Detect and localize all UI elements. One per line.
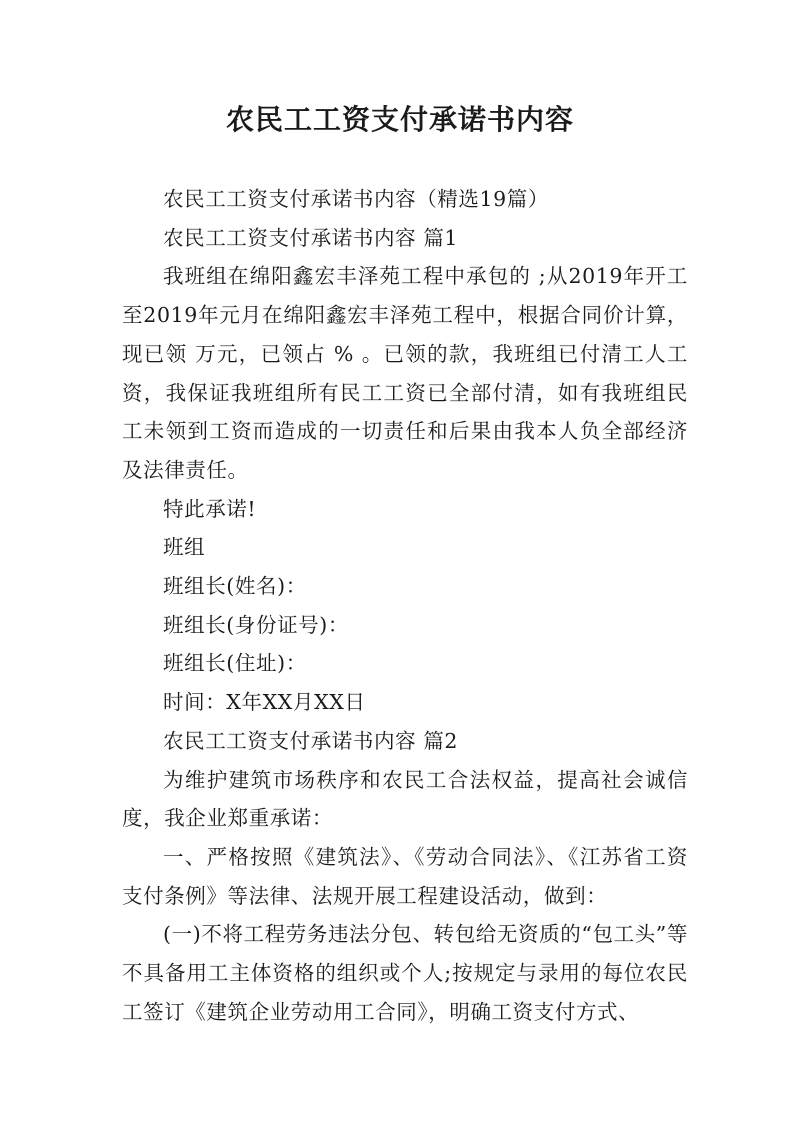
paragraph-leader-name: 班组长(姓名)： [163, 574, 307, 599]
paragraph-date: 时间：X年XX月XX日 [163, 690, 366, 715]
document-title: 农民工工资支付承诺书内容 [225, 103, 574, 136]
paragraph-leader-id: 班组长(身份证号)： [163, 612, 349, 637]
document-body [122, 180, 688, 1031]
paragraph-section-1-heading: 农民工工资支付承诺书内容 篇1 [163, 225, 459, 250]
paragraph-section-2-subitem-1: (一)不将工程劳务违法分包、转包给无资质的“包工头”等不具备用工主体资格的组织或个人;按规定与录用的每位农民工签订《建筑企业劳动用工合同》，明确工资支付方式、 [122, 922, 688, 1024]
paragraph-pledge: 特此承诺! [163, 496, 257, 521]
paragraph-section-1-body: 我班组在绵阳鑫宏丰泽苑工程中承包的 ;从2019年开工至2019年元月在绵阳鑫宏丰泽苑工程中，根据合同价计算，现已领 万元，已领占 % 。已领的款，我班组已付清工人工资，我保证我班组所有民工工资已全部付清，如有我班组民工未领到工资而造成的一切责任和后果由我本人负全部经济及法律责任。 [122, 264, 688, 482]
paragraph-section-2-intro: 为维护建筑市场秩序和农民工合法权益，提高社会诚信度，我企业郑重承诺： [122, 767, 688, 831]
paragraph-section-2-heading: 农民工工资支付承诺书内容 篇2 [163, 728, 459, 753]
paragraph-leader-address: 班组长(住址)： [163, 651, 307, 676]
paragraph-summary-heading: 农民工工资支付承诺书内容（精选19篇） [163, 187, 549, 211]
paragraph-section-2-item-1: 一、严格按照《建筑法》、《劳动合同法》、《江苏省工资支付条例》等法律、法规开展工程建设活动，做到： [122, 844, 688, 908]
paragraph-team: 班组 [163, 535, 206, 560]
